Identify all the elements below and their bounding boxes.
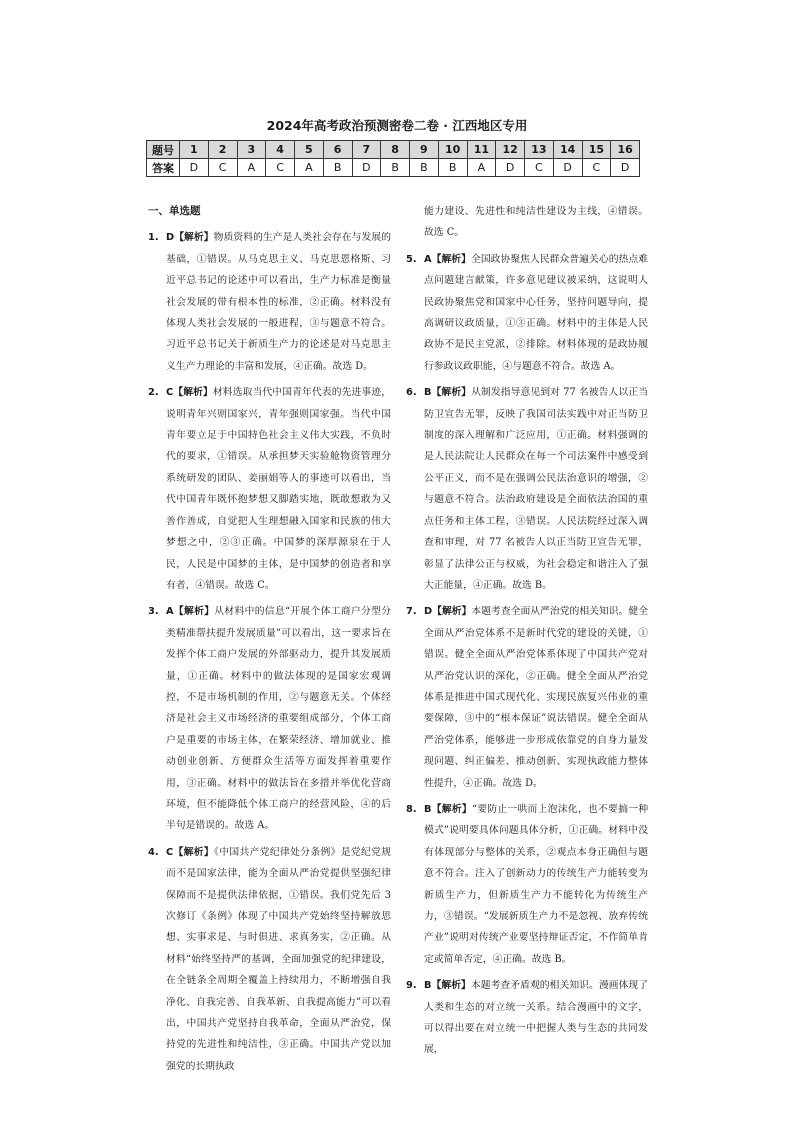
explanation-item-8 bbox=[406, 799, 648, 970]
question-number: 4 bbox=[266, 141, 295, 159]
answer-key-answer-row bbox=[147, 159, 640, 177]
answer-cell: C bbox=[266, 159, 295, 177]
question-number: 15 bbox=[582, 141, 611, 159]
item-answer: A bbox=[166, 606, 174, 618]
item-number: 8. bbox=[406, 803, 417, 815]
item-text: “要防止一哄而上泡沫化，也不要搞一种模式”说明要具体问题具体分析，①正确。材料中没有体现部分与整体的关系，②观点本身正确但与题意不符合。注入了创新动力的传统生产力能转变为新质生产力，但新质生产力不能转化为传统生产力，③错误。“发展新质生产力不是忽视、放弃传统产业”说明对传统产业要坚持辩证否定，不作简单肯定或简单否定，④正确。故选 B。 bbox=[424, 803, 649, 965]
explanation-item-3 bbox=[148, 601, 391, 836]
item-tag: 【解析】 bbox=[432, 606, 472, 618]
question-number: 9 bbox=[410, 141, 439, 159]
item-text: 本题考查全面从严治党的相关知识。健全全面从严治党体系不是新时代党的建设的关键，①错误。健全全面从严治党体系体现了中国共产党对从严治党认识的深化，②正确。健全全面从严治党体系是推进中国式现代化、实现民族复兴伟业的重要保障，③中的“根本保证”说法错误。健全全面从严治党体系，能够进一步形成依靠党的自身力量发现问题、纠正偏差、推动创新、实现执政能力整体性提升，④正确。故选 D。 bbox=[424, 606, 649, 789]
explanation-item-5 bbox=[406, 249, 648, 377]
right-column bbox=[406, 201, 648, 1061]
question-number: 8 bbox=[381, 141, 410, 159]
item-number: 7. bbox=[406, 606, 417, 618]
item-number: 9. bbox=[406, 980, 417, 992]
row-label-answer: 答案 bbox=[147, 159, 180, 177]
item-text: 《中国共产党纪律处分条例》是党纪党规而不是国家法律，能为全面从严治党提供坚强纪律保障而不是提供法律依据，①错误。我们党先后 3 次修订《条例》体现了中国共产党始终坚持解放思想、实事求是、与时俱进、求真务实，②正确。从材料“始终坚持严的基调，全面加强党的纪律建设，在全链条全周期全覆盖上持续用力，不断增强自我净化、自我完善、自我革新、自我提高能力”可以看出，中国共产党坚持自我革命，全面从严治党，保持党的先进性和纯洁性，③正确。中国共产党以加强党的长期执政 bbox=[166, 846, 392, 1072]
item-text: 本题考查矛盾观的相关知识。漫画体现了人类和生态的对立统一关系。结合漫画中的文字，可以得出要在对立统一中把握人类与生态的共同发展， bbox=[424, 980, 649, 1056]
item-text: 全国政协聚焦人民群众普遍关心的热点难点问题建言献策，许多意见建议被采纳，这说明人民政协聚焦党和国家中心任务，坚持问题导向，提高调研议政质量，①③正确。材料中的主体是人民政协不是民主党派，②排除。材料体现的是政协履行参政议政职能，④与题意不符合。故选 A。 bbox=[424, 253, 649, 372]
answer-cell: A bbox=[467, 159, 496, 177]
item-tag: 【解析】 bbox=[174, 232, 214, 244]
explanation-item-4 bbox=[148, 842, 391, 1077]
section-title: 一、单选题 bbox=[148, 205, 201, 217]
question-number: 5 bbox=[295, 141, 324, 159]
item-answer: C bbox=[166, 387, 174, 399]
explanation-item-6 bbox=[406, 382, 648, 596]
answer-cell: A bbox=[237, 159, 266, 177]
item-tag: 【解析】 bbox=[431, 253, 471, 265]
answer-key-table bbox=[146, 140, 640, 177]
item-text: 材料选取当代中国青年代表的先进事迹，说明青年兴则国家兴，青年强则国家强。当代中国青年要立足于中国特色社会主义伟大实践，不负时代的要求，①错误。从承担梦天实验舱物资管理分系统研发的团队、姜丽娟等人的事迹可以看出，当代中国青年既怀抱梦想又脚踏实地，既敢想敢为又善作善成，自觉把人生理想融入国家和民族的伟大梦想之中，②③正确。中国梦的深厚源泉在于人民，人民是中国梦的主体，是中国梦的创造者和享有者，④错误。故选 C。 bbox=[166, 387, 392, 591]
item-number: 5. bbox=[406, 253, 417, 265]
item-number: 4. bbox=[148, 846, 159, 858]
question-number: 3 bbox=[237, 141, 266, 159]
item-number: 2. bbox=[148, 387, 159, 399]
answer-cell: B bbox=[323, 159, 352, 177]
question-number: 10 bbox=[438, 141, 467, 159]
explanation-item-9 bbox=[406, 975, 648, 1061]
answer-cell: B bbox=[438, 159, 467, 177]
question-number: 11 bbox=[467, 141, 496, 159]
item-text: 从材料中的信息“开展个体工商户分型分类精准帮扶提升发展质量”可以看出，这一要求旨在发挥个体工商户发展的外部驱动力，提升其发展质量，①正确。材料中的做法体现的是国家宏观调控，不是市场机制的作用，②与题意无关。个体经济是社会主义市场经济的重要组成部分，个体工商户是重要的市场主体，在繁荣经济、增加就业、推动创业创新、方便群众生活等方面发挥着重要作用，③正确。材料中的做法旨在多措并举优化营商环境，但不能降低个体工商户的经营风险，④的后半句是错误的。故选 A。 bbox=[166, 606, 391, 832]
item-tag: 【解析】 bbox=[431, 803, 472, 815]
item-answer: B bbox=[424, 803, 432, 815]
answer-cell: D bbox=[352, 159, 381, 177]
item-tag: 【解析】 bbox=[431, 387, 472, 399]
item-answer: C bbox=[166, 846, 174, 858]
explanation-item-4-continued bbox=[406, 201, 648, 244]
item-answer: B bbox=[424, 980, 432, 992]
answer-cell: C bbox=[582, 159, 611, 177]
answer-cell: C bbox=[525, 159, 554, 177]
left-column bbox=[148, 201, 391, 1077]
item-answer: D bbox=[424, 606, 433, 618]
item-text: 物质资料的生产是人类社会存在与发展的基础，①错误。从马克思主义、马克思恩格斯、习近平总书记的论述中可以看出，生产力标准是衡量社会发展的带有根本性的标准，②正确。材料没有体现人类社会发展的一般进程，③与题意不符合。习近平总书记关于新质生产力的论述是对马克思主义生产力理论的丰富和发展，④正确。故选 D。 bbox=[166, 232, 392, 372]
question-number: 1 bbox=[180, 141, 209, 159]
answer-cell: B bbox=[410, 159, 439, 177]
page-title: 2024年高考政治预测密卷二卷 · 江西地区专用 bbox=[266, 118, 528, 133]
explanation-item-1 bbox=[148, 227, 391, 377]
item-answer: A bbox=[424, 253, 432, 265]
answer-cell: D bbox=[611, 159, 640, 177]
item-number: 3. bbox=[148, 606, 159, 618]
item-text: 能力建设、先进性和纯洁性建设为主线，④错误。故选 C。 bbox=[424, 206, 648, 239]
answer-cell: D bbox=[553, 159, 582, 177]
question-number: 13 bbox=[525, 141, 554, 159]
item-tag: 【解析】 bbox=[173, 606, 215, 618]
explanation-item-2 bbox=[148, 382, 391, 596]
question-number: 7 bbox=[352, 141, 381, 159]
item-tag: 【解析】 bbox=[431, 980, 471, 992]
question-number: 16 bbox=[611, 141, 640, 159]
question-number: 6 bbox=[323, 141, 352, 159]
question-number: 12 bbox=[496, 141, 525, 159]
answer-cell: C bbox=[208, 159, 237, 177]
item-tag: 【解析】 bbox=[173, 387, 213, 399]
item-text: 从制发指导意见到对 77 名被告人以正当防卫宣告无罪，反映了我国司法实践中对正当防卫制度的深入理解和广泛应用，①正确。材料强调的是人民法院让人民群众在每一个司法案件中感受到公平正义，而不是在强调公民法治意识的增强，②与题意不符合。法治政府建设是全面依法治国的重点任务和主体工程，③错误。人民法院经过深入调查和审理，对 77 名被告人以正当防卫宣告无罪，彰显了法律公正与权威，为社会稳定和谐注入了强大正能量，④正确。故选 B。 bbox=[424, 387, 648, 591]
question-number: 2 bbox=[208, 141, 237, 159]
item-answer: D bbox=[166, 232, 175, 244]
answer-key-number-row bbox=[147, 141, 640, 159]
item-number: 1. bbox=[148, 232, 159, 244]
question-number: 14 bbox=[553, 141, 582, 159]
explanation-item-7 bbox=[406, 601, 648, 794]
item-answer: B bbox=[424, 387, 432, 399]
row-label-number: 题号 bbox=[147, 141, 180, 159]
answer-cell: B bbox=[381, 159, 410, 177]
item-number: 6. bbox=[406, 387, 417, 399]
answer-cell: D bbox=[496, 159, 525, 177]
answer-cell: D bbox=[180, 159, 209, 177]
item-tag: 【解析】 bbox=[173, 846, 215, 858]
answer-cell: A bbox=[295, 159, 324, 177]
